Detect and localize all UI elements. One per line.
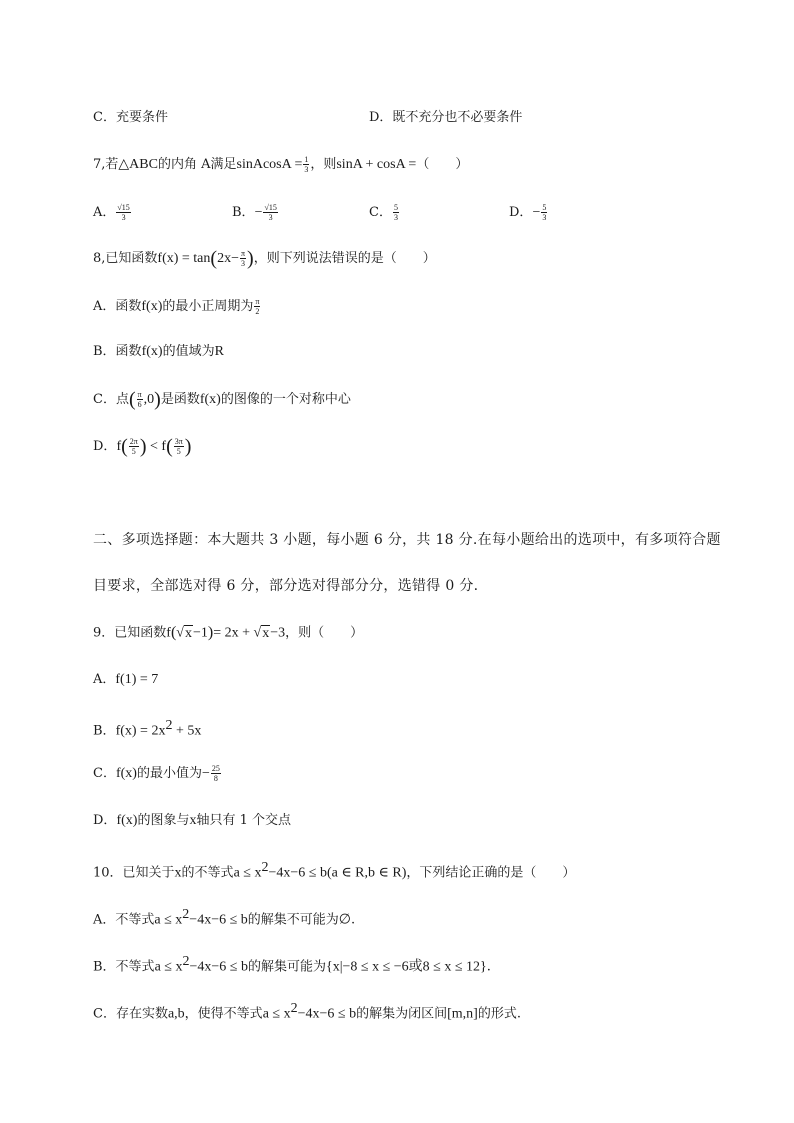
q6-option-d: D．既不充分也不必要条件 xyxy=(369,110,523,125)
q10-option-c-label: C．存在实数 xyxy=(93,1006,168,1022)
q7-option-d-den: 3 xyxy=(542,213,547,222)
q9-sqrt-1: √x xyxy=(176,625,192,641)
q9-option-c-text: 的最小值为 xyxy=(136,766,202,781)
q10-option-c-ab: a,b xyxy=(167,1006,185,1022)
q10-option-a-label: A．不等式 xyxy=(93,912,155,928)
q10-option-a-expr2: −4x−6 ≤ b xyxy=(189,912,248,928)
q10-option-c-expr2: −4x−6 ≤ b xyxy=(297,1006,357,1022)
q9-option-a xyxy=(93,671,158,689)
q9-stem xyxy=(93,624,363,643)
q10-option-a-end: . xyxy=(351,912,356,928)
q10-option-c-interval: [m,n] xyxy=(447,1006,478,1022)
q8-option-d-paren-close-2: ) xyxy=(184,435,192,458)
q10-option-c-text: ，使得不等式 xyxy=(184,1006,263,1022)
q9-paren-open: ( xyxy=(170,624,177,641)
q7-option-c-frac xyxy=(393,203,399,222)
q9-option-a-expr: f(1) = 7 xyxy=(115,672,159,687)
q7-option-c-label: C． xyxy=(369,205,392,220)
q8-option-d-den2: 5 xyxy=(176,447,181,456)
q8-option-d-frac2 xyxy=(174,437,184,456)
q8-option-d xyxy=(93,437,191,456)
q10-tail: ，下列结论正确的是（ ） xyxy=(406,865,576,881)
q8-option-d-den1: 5 xyxy=(131,447,136,456)
q7-option-d-frac xyxy=(541,203,547,222)
q10-option-a-expr1: a ≤ x xyxy=(154,912,183,928)
q8-option-a xyxy=(93,297,261,316)
q7-option-b xyxy=(232,203,279,222)
q7-option-c xyxy=(369,203,400,222)
q9-minus1: −1 xyxy=(192,625,208,641)
q7-option-d-num: 5 xyxy=(542,203,547,212)
q7-expr: sinAcosA = xyxy=(236,157,303,172)
q8-option-c-label: C．点 xyxy=(93,392,129,407)
q8-option-d-lt: < f xyxy=(146,439,167,454)
q8-frac-den: 3 xyxy=(241,259,245,268)
q8-option-d-label: D． xyxy=(93,439,117,454)
q9-option-c-num: 25 xyxy=(211,764,220,773)
q8-option-a-num: π xyxy=(255,297,260,306)
q9-option-c-frac xyxy=(211,764,221,783)
q10-option-b-text: 的解集可能为 xyxy=(247,959,326,975)
q9-minus3: −3 xyxy=(270,625,286,641)
q8-option-a-text: 的最小正周期为 xyxy=(162,299,254,314)
q9-option-c-label: C． xyxy=(93,766,116,781)
q8-option-c xyxy=(93,390,351,409)
q8-option-b xyxy=(93,343,224,361)
q10-option-a-text: 的解集不可能为 xyxy=(247,912,339,928)
q10-option-b-sup: 2 xyxy=(182,954,190,969)
q7-triangle: △ABC xyxy=(118,157,158,172)
q8-fraction xyxy=(240,249,246,268)
q10-option-c xyxy=(93,1000,521,1023)
q8-option-c-num: π xyxy=(137,390,142,399)
q8-prefix: 8,已知函数 xyxy=(93,251,158,266)
q9-option-d-fx: f(x) xyxy=(116,813,138,828)
q7-option-d-sign: − xyxy=(532,205,541,220)
q9-sqrt-x: x xyxy=(184,625,192,641)
q8-paren-open: ( xyxy=(210,247,218,270)
q8-option-a-den: 2 xyxy=(255,307,260,316)
q9-option-c xyxy=(93,764,222,783)
q8-stem xyxy=(93,249,436,268)
q7-option-d xyxy=(509,203,548,222)
q8-option-c-paren-close: ) xyxy=(154,388,161,411)
q10-ineq-b: −4x−6 ≤ b(a ∈ R,b ∈ R) xyxy=(268,865,407,881)
q8-option-d-frac1 xyxy=(129,437,139,456)
section2-line2: 目要求，全部选对得 6 分，部分选对得部分分，选错得 0 分. xyxy=(93,578,479,594)
q7-option-c-num: 5 xyxy=(393,203,398,212)
q7-fraction xyxy=(303,155,309,174)
q7-tail: （ ） xyxy=(416,157,469,172)
q7-option-b-label: B． xyxy=(232,205,255,220)
section2-line1: 二、多项选择题：本大题共 3 小题，每小题 6 分，共 18 分.在每小题给出的选项中，有多项符合题 xyxy=(93,532,721,548)
q8-option-d-paren-open-1: ( xyxy=(121,435,128,458)
q9-option-b xyxy=(93,717,201,740)
q10-option-a-empty: ∅ xyxy=(338,912,351,928)
q8-option-d-f1: f xyxy=(116,439,122,454)
q10-option-c-sup: 2 xyxy=(290,1001,298,1016)
q10-ineq-a: a ≤ x xyxy=(233,865,262,881)
q9-option-b-sup: 2 xyxy=(165,718,173,733)
q9-option-d-label: D． xyxy=(93,813,117,828)
q7-option-a xyxy=(93,203,132,222)
q10-option-c-text2: 的解集为闭区间 xyxy=(356,1006,448,1022)
q9-option-b-expr: f(x) = 2x xyxy=(115,723,166,739)
q7-option-b-num: √15 xyxy=(264,203,277,212)
q8-option-c-paren-open: ( xyxy=(128,388,136,411)
q9-f: f xyxy=(166,625,171,641)
q8-option-c-text2: 的图像的一个对称中心 xyxy=(220,392,351,407)
q7-mid: 的内角 A满足 xyxy=(157,157,237,172)
q9-option-d-x: x xyxy=(189,813,197,828)
q10-option-a xyxy=(93,906,355,929)
q9-sqrt-2: √x xyxy=(250,625,270,641)
q7-frac-num: 1 xyxy=(304,155,309,164)
q10-option-c-expr1: a ≤ x xyxy=(262,1006,291,1022)
q8-frac-num: π xyxy=(240,249,246,258)
q10-option-b-end: . xyxy=(486,959,491,975)
q7-frac-den: 3 xyxy=(304,165,309,174)
q7-option-a-label: A． xyxy=(93,205,116,220)
q8-option-c-den: 6 xyxy=(137,400,142,409)
q6-option-c: C．充要条件 xyxy=(93,110,168,125)
q8-expr: f(x) = tan xyxy=(157,251,211,266)
q8-option-d-paren-open-2: ( xyxy=(166,435,173,458)
q7-prefix: 7,若 xyxy=(93,157,119,172)
q7-option-d-label: D． xyxy=(509,205,533,220)
q10-sup: 2 xyxy=(261,860,269,875)
q10-text1: 的不等式 xyxy=(181,865,234,881)
q8-option-d-num1: 2π xyxy=(129,437,138,446)
q7-option-b-frac xyxy=(263,203,277,222)
q8-option-b-r: R xyxy=(214,344,224,359)
q7-stem xyxy=(93,155,468,174)
q8-option-c-frac xyxy=(137,390,143,409)
q9-tail: ，则（ ） xyxy=(285,625,364,641)
q7-mid2: ，则 xyxy=(310,157,337,172)
q9-option-d xyxy=(93,812,291,830)
q10-stem xyxy=(93,859,575,882)
q8-option-a-fx: f(x) xyxy=(141,299,163,314)
q9-option-d-text2: 轴只有 1 个交点 xyxy=(196,813,291,828)
q8-tail: ，则下列说法错误的是（ ） xyxy=(253,251,436,266)
q9-prefix: 9．已知函数 xyxy=(93,625,167,641)
q10-x: x xyxy=(174,865,182,881)
q10-option-b-expr2: −4x−6 ≤ b xyxy=(189,959,248,975)
q8-option-d-num2: 3π xyxy=(174,437,183,446)
q10-option-b-set: {x|−8 ≤ x ≤ −6或8 ≤ x ≤ 12} xyxy=(325,959,487,975)
q8-option-b-label: B．函数 xyxy=(93,344,142,359)
q7-option-c-den: 3 xyxy=(393,213,398,222)
q9-option-b-tail: + 5x xyxy=(172,723,202,739)
q8-option-b-fx: f(x) xyxy=(141,344,163,359)
q9-option-c-sign: − xyxy=(201,766,210,781)
q9-option-c-fx: f(x) xyxy=(115,766,137,781)
q7-option-b-den: 3 xyxy=(268,213,273,222)
q7-option-a-num: √15 xyxy=(117,203,130,212)
q10-option-b-label: B．不等式 xyxy=(93,959,155,975)
q8-option-c-text: 是函数 xyxy=(160,392,200,407)
q8-option-a-frac xyxy=(254,297,260,316)
q7-option-b-sign: − xyxy=(254,205,263,220)
q10-option-b-expr1: a ≤ x xyxy=(154,959,183,975)
q8-option-c-zero: ,0 xyxy=(143,392,155,407)
q8-option-b-text: 的值域为 xyxy=(162,344,215,359)
q10-option-c-end: 的形式. xyxy=(477,1006,521,1022)
q9-paren-close: ) xyxy=(207,624,214,641)
q10-option-a-sup: 2 xyxy=(182,907,190,922)
q9-option-d-text: 的图象与 xyxy=(137,813,190,828)
q9-option-c-den: 8 xyxy=(213,774,218,783)
q9-sqrt-x2: x xyxy=(262,625,270,641)
q7-option-a-den: 3 xyxy=(121,213,126,222)
q8-inner: 2x− xyxy=(217,251,239,266)
q9-option-a-label: A． xyxy=(93,672,116,687)
q10-prefix: 10．已知关于 xyxy=(93,865,175,881)
q8-paren-close: ) xyxy=(247,247,254,270)
q10-option-b xyxy=(93,953,491,976)
q8-option-c-fx: f(x) xyxy=(199,392,221,407)
q8-option-a-label: A．函数 xyxy=(93,299,142,314)
q8-option-d-paren-close-1: ) xyxy=(139,435,147,458)
q9-eq: = 2x + xyxy=(213,625,250,641)
q7-expr2: sinA + cosA = xyxy=(336,157,417,172)
q9-option-b-label: B． xyxy=(93,723,116,739)
q7-option-a-frac xyxy=(116,203,130,222)
